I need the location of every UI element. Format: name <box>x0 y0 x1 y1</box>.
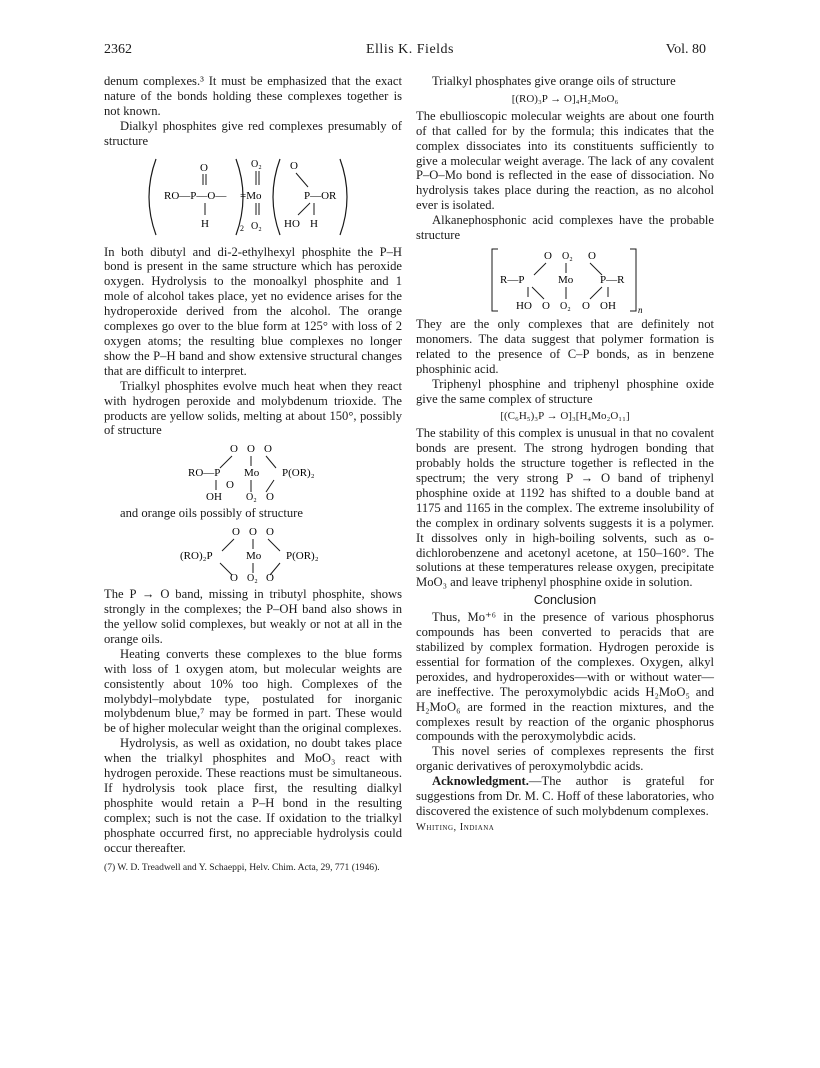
s4-label: O <box>588 249 596 262</box>
paragraph: The stability of this complex is unusual in that no covalent bonds are present. The strong hydrogen bonding that probably holds the structure together is reflected in the spectrum; the very strong P → O band of triphenyl phosphine oxide at 1192 has shifted to a double band at 1175 and 1165 in the complex. The extreme insolubility of the complex in ordinary solvents suggests it is a polymer. It dissolves only in high-boiling solvents, such as o-dichlorobenzene and acetonyl acetone, at 150–160°. The solutions at these temperatures release oxygen, precipitate MoO₃ and leave triphenyl phosphine oxide in solution. <box>416 426 714 590</box>
s2-label: O <box>226 479 234 492</box>
s3-label: (RO)₂P <box>180 550 213 563</box>
page-header <box>0 42 820 62</box>
footnote: (7) W. D. Treadwell and Y. Schaeppi, Helv. Chim. Acta, 29, 771 (1946). <box>104 861 380 873</box>
paragraph: Dialkyl phosphites give red complexes presumably of structure <box>104 118 402 148</box>
s1-label: O <box>290 159 298 172</box>
paragraph: Trialkyl phosphites evolve much heat when they react with hydrogen peroxide and molybdenum trioxide. The products are yellow solids, melting at about 150°, possibly of structure <box>104 378 402 438</box>
s4-label: HO <box>516 299 532 312</box>
section-heading: Conclusion <box>533 593 597 608</box>
page-number: 2362 <box>104 42 132 57</box>
left-column <box>104 74 402 874</box>
s4-label: Mo <box>558 273 574 286</box>
paragraph: Trialkyl phosphates give orange oils of structure <box>432 74 676 88</box>
structure-yellow-solid <box>104 440 402 504</box>
s4-label: O <box>542 299 550 312</box>
s3-label: O₂ <box>247 573 258 585</box>
paragraph: denum complexes.³ It must be emphasized that the exact nature of the bonds holding these complexes together is not known. <box>104 74 402 118</box>
paragraph: Heating converts these complexes to the blue forms with loss of 1 oxygen atom, but molecular weights are consistently about 10% too high. Complexes of the molybdyl–molybdate type, postulated for inorganic molybdenum blue,⁷ may be formed in part. These would be of higher molecular weight than the original complexes. <box>104 646 402 736</box>
formula: [(RO)₃P → O]₄H₂MoO₆ <box>511 92 619 105</box>
s3-label: O <box>266 526 274 539</box>
s2-label: Mo <box>244 467 260 480</box>
s4-label: O₂ <box>562 250 573 262</box>
s2-label: O <box>266 491 274 504</box>
paragraph: In both dibutyl and di-2-ethylhexyl phosphite the P–H bond is present in the same structure which has peroxide oxygen. Hydrolysis to the monoalkyl phosphite and 1 mole of alcohol takes place, yet no evidence arises for the hydroperoxide derived from the alcohol. The orange complexes go over to the blue form at 125° with loss of 2 oxygen atoms; the resulting blue complexes no longer show the P–H band and show extensive structural changes that are difficult to interpret. <box>104 244 402 378</box>
s1-label: P—OR <box>304 189 337 202</box>
s1-label: O₂ <box>251 220 262 232</box>
s3-label: O <box>232 526 240 539</box>
paragraph: They are the only complexes that are definitely not monomers. The data suggest that polymer formation is related to the presence of C–P bonds, as in benzene phosphinic acid. <box>416 316 714 376</box>
formula: [(C₆H₅)₃P → O]₃[H₄Mo₂O₁₁] <box>500 410 630 423</box>
author-address: Whiting, Indiana <box>416 821 495 833</box>
acknowledgment <box>416 774 714 819</box>
paragraph: Thus, Mo⁺⁶ in the presence of various phosphorus compounds has been converted to peracids that are stabilized by complex formation. Hydrogen peroxide is essential for formation of the complexes. Oxygen, alkyl peroxides, and hydroperoxides—with or without water—are ineffective. The peroxymolybdic acids H₂MoO₅ and H₂MoO₆ are formed in the reaction mixtures, and the complexes result by reaction of the organic phosphorus compounds with the peroxymolybdic acids. <box>416 610 714 744</box>
s2-label: RO—P <box>188 467 221 480</box>
s2-label: O <box>247 443 255 456</box>
acknowledgment-text: —The author is grateful for suggestions from Dr. M. C. Hoff of these laboratories, who discovered the existence of such molybdenum complexes. <box>416 774 714 818</box>
paragraph: Alkanephosphonic acid complexes have the probable structure <box>416 213 714 243</box>
structure-orange-oil <box>104 523 402 585</box>
s4-label: OH <box>600 299 616 312</box>
s1-label: RO—P—O— <box>164 189 227 202</box>
paragraph: The ebullioscopic molecular weights are about one fourth of that called for by the formula; this indicates that the complex dissociates into its constituents sufficiently to give a molecular weight average. The lack of any covalent P–O–Mo bond is reflected in the ease of dissociation. No hydrolysis takes place during the reaction, as no alcohol ever is isolated. <box>416 108 714 213</box>
s4-label: O₂ <box>560 300 571 312</box>
s1-label: O <box>200 161 208 174</box>
s2-label: O <box>264 443 272 456</box>
s1-label: 2 <box>240 223 244 233</box>
volume-label: Vol. 80 <box>665 42 706 57</box>
structure-dialkyl-phosphite-complex <box>104 151 402 243</box>
s2-label: O₂ <box>246 492 257 504</box>
s1-label: H <box>310 217 318 230</box>
paragraph: This novel series of complexes represents the first organic derivatives of peroxymolybdic acids. <box>416 744 714 774</box>
s4-label: O <box>544 249 552 262</box>
paragraph: and orange oils possibly of structure <box>120 506 303 521</box>
s1-label: HO <box>284 217 300 230</box>
right-column <box>416 74 714 836</box>
s3-label: O <box>266 572 274 585</box>
s3-label: Mo <box>246 550 262 563</box>
s3-label: P(OR)₂ <box>286 550 319 563</box>
paragraph: The P → O band, missing in tributyl phosphite, shows strongly in the complexes; the P–OH band also shows in the yellow solid complexes, but weakly or not at all in the orange oils. <box>104 587 402 646</box>
s4-label: O <box>582 299 590 312</box>
s2-label: O <box>230 443 238 456</box>
s3-label: O <box>230 572 238 585</box>
s1-label: O₂ <box>251 158 262 170</box>
structure-alkanephosphonic-complex <box>416 245 714 315</box>
running-author: Ellis K. Fields <box>365 42 454 57</box>
paragraph: Triphenyl phosphine and triphenyl phosphine oxide give the same complex of structure <box>416 376 714 406</box>
s2-label: P(OR)₂ <box>282 467 315 480</box>
s3-label: O <box>249 526 257 539</box>
s2-label: OH <box>206 491 222 504</box>
s4-label: R—P <box>500 273 525 286</box>
acknowledgment-label: Acknowledgment. <box>432 774 529 789</box>
s4-label: n <box>638 304 643 315</box>
s4-label: P—R <box>600 273 625 286</box>
s1-label: H <box>201 217 209 230</box>
s1-label: =Mo <box>240 189 262 202</box>
paragraph: Hydrolysis, as well as oxidation, no doubt takes place when the trialkyl phosphites and MoO₃ react with hydrogen peroxide. These reactions must be simultaneous. If hydrolysis took place first, the resulting dialkyl phosphite would retain a P–H bond in the resulting complex; such is not the case. If oxidation to the trialkyl phosphate occurred first, no appreciable hydrolysis could occur thereafter. <box>104 736 402 855</box>
